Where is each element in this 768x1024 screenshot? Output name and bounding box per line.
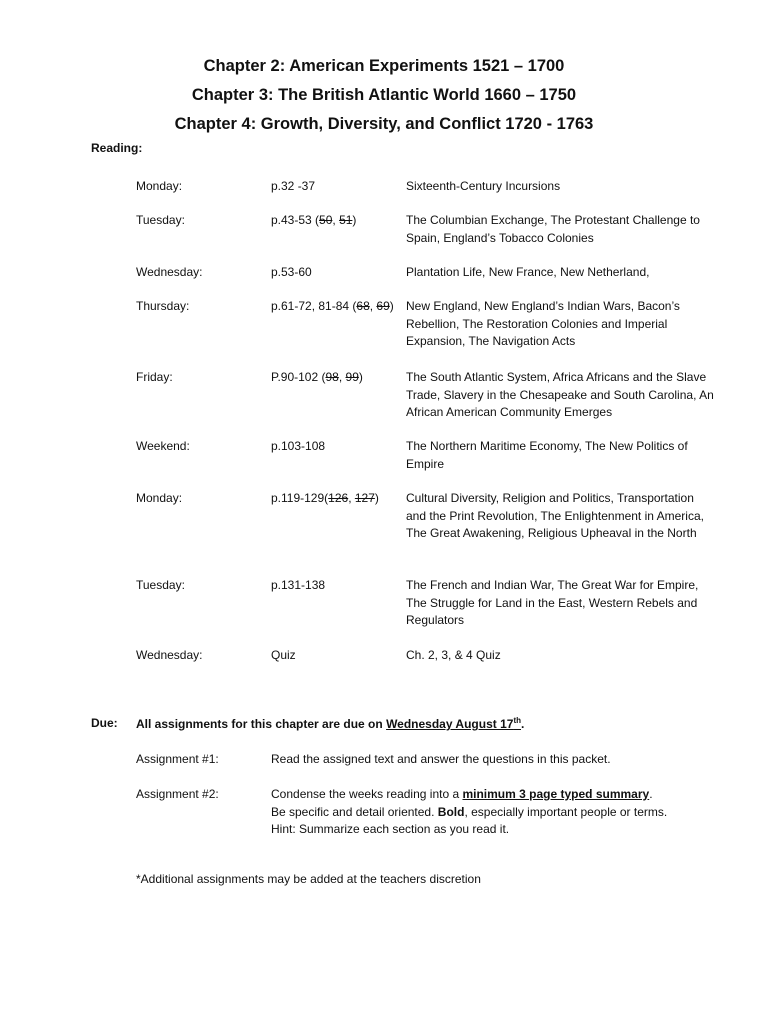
schedule-day: Thursday: bbox=[136, 299, 190, 313]
assignment-2-line-3: Hint: Summarize each section as you read it. bbox=[271, 822, 510, 836]
struck-page: 50 bbox=[319, 213, 333, 227]
assignment-1-label: Assignment #1: bbox=[136, 752, 219, 766]
schedule-pages: p.131-138 bbox=[271, 578, 326, 592]
due-label: Due: bbox=[91, 716, 118, 730]
line1-after: . bbox=[649, 787, 653, 801]
chapter-titles bbox=[0, 52, 768, 139]
pages-suffix: ) bbox=[374, 491, 379, 505]
schedule-pages: p.53-60 bbox=[271, 265, 312, 279]
schedule-day: Monday: bbox=[136, 491, 183, 505]
line1-before: Condense the weeks reading into a bbox=[271, 787, 463, 801]
title-chapter-4: Chapter 4: Growth, Diversity, and Conflict 1720 - 1763 bbox=[174, 115, 594, 133]
due-text-after: . bbox=[521, 717, 525, 731]
due-date-suffix: th bbox=[513, 716, 521, 725]
schedule-topics: The Columbian Exchange, The Protestant Challenge to Spain, England’s Tobacco Colonies bbox=[406, 213, 700, 245]
pages-suffix: ) bbox=[352, 213, 357, 227]
schedule-topics: Cultural Diversity, Religion and Politics, Transportation and the Print Revolution, The Enlightenment in America, The Great Awakening, Religious Upheaval in the North bbox=[406, 491, 704, 540]
schedule-topics: Sixteenth-Century Incursions bbox=[406, 179, 561, 193]
assignment-2-text bbox=[271, 786, 721, 839]
pages-suffix: ) bbox=[389, 299, 394, 313]
schedule-pages: Quiz bbox=[271, 648, 296, 662]
assignment-2-label: Assignment #2: bbox=[136, 787, 219, 801]
due-statement bbox=[136, 716, 524, 731]
pages-prefix: p.43-53 ( bbox=[271, 213, 320, 227]
pages-suffix: ) bbox=[358, 370, 363, 384]
schedule-topics: The South Atlantic System, Africa Africans and the Slave Trade, Slavery in the Chesapeake and South Carolina, An African American Community Emerges bbox=[406, 370, 714, 419]
schedule-topics: Plantation Life, New France, New Netherland, bbox=[406, 265, 650, 279]
struck-page: 68 bbox=[356, 299, 370, 313]
schedule-pages: p.43-53 (50, 51) bbox=[271, 213, 357, 227]
struck-page: 98 bbox=[325, 370, 339, 384]
bold-word: Bold bbox=[437, 804, 465, 819]
schedule-day: Weekend: bbox=[136, 439, 190, 453]
schedule-topics: Ch. 2, 3, & 4 Quiz bbox=[406, 648, 501, 662]
line2-after: , especially important people or terms. bbox=[464, 804, 668, 819]
assignment-2-line-2 bbox=[271, 804, 721, 822]
pages-prefix: p.119-129( bbox=[271, 491, 329, 505]
additional-note: *Additional assignments may be added at the teachers discretion bbox=[136, 872, 481, 886]
schedule-pages: p.32 -37 bbox=[271, 179, 316, 193]
schedule-day: Tuesday: bbox=[136, 213, 185, 227]
reading-label: Reading: bbox=[91, 141, 143, 155]
title-chapter-2: Chapter 2: American Experiments 1521 – 1700 bbox=[203, 57, 565, 75]
schedule-topics: The Northern Maritime Economy, The New Politics of Empire bbox=[406, 439, 688, 471]
line2-before: Be specific and detail oriented. bbox=[271, 804, 438, 819]
struck-page: 51 bbox=[339, 213, 353, 227]
assignment-1-text: Read the assigned text and answer the questions in this packet. bbox=[271, 752, 611, 766]
schedule-day: Tuesday: bbox=[136, 578, 185, 592]
due-date bbox=[386, 717, 521, 731]
struck-page: 127 bbox=[354, 491, 375, 505]
schedule-pages: p.61-72, 81-84 (68, 69) bbox=[271, 299, 394, 313]
schedule-topics: The French and Indian War, The Great War for Empire, The Struggle for Land in the East, Western Rebels and Regulators bbox=[406, 578, 699, 627]
pages-prefix: p.61-72, 81-84 ( bbox=[271, 299, 357, 313]
schedule-day: Wednesday: bbox=[136, 648, 203, 662]
schedule-day: Wednesday: bbox=[136, 265, 203, 279]
schedule-pages: p.119-129(126, 127) bbox=[271, 491, 379, 505]
summary-requirement: minimum 3 page typed summary bbox=[462, 787, 650, 801]
due-date-text: Wednesday August 17 bbox=[386, 717, 514, 731]
struck-page: 99 bbox=[345, 370, 359, 384]
assignment-2-line-1 bbox=[271, 786, 721, 804]
schedule-day: Monday: bbox=[136, 179, 183, 193]
due-text-before: All assignments for this chapter are due on bbox=[136, 717, 387, 731]
schedule-day: Friday: bbox=[136, 370, 173, 384]
schedule-topics: New England, New England’s Indian Wars, Bacon’s Rebellion, The Restoration Colonies and Imperial Expansion, The Navigation Acts bbox=[406, 299, 680, 348]
struck-page: 69 bbox=[376, 299, 390, 313]
struck-page: 126 bbox=[328, 491, 349, 505]
title-chapter-3: Chapter 3: The British Atlantic World 1660 – 1750 bbox=[191, 86, 577, 104]
schedule-pages: p.103-108 bbox=[271, 439, 326, 453]
schedule-pages: P.90-102 (98, 99) bbox=[271, 370, 363, 384]
pages-prefix: P.90-102 ( bbox=[271, 370, 326, 384]
